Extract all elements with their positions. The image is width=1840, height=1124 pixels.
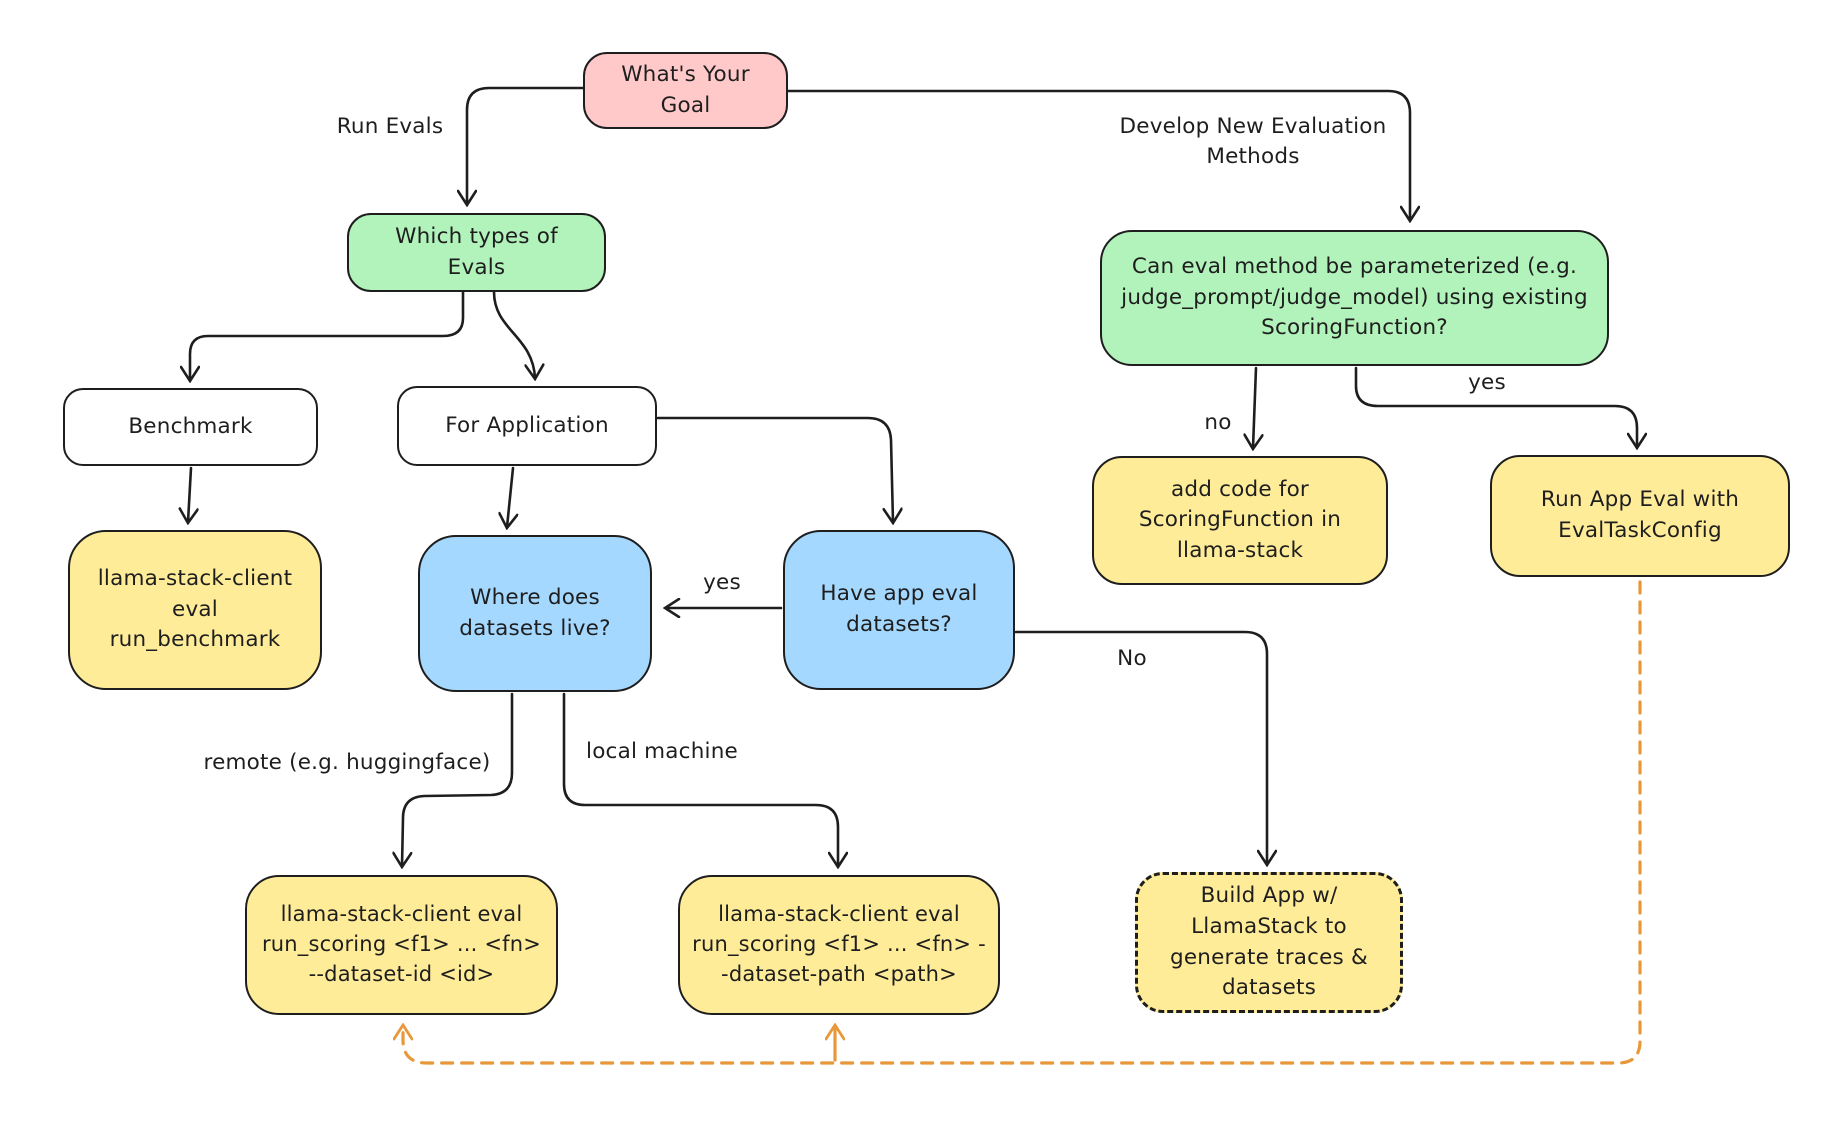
- node-run-scoring-dataset-id-command: [245, 875, 558, 1015]
- node-which-types-of-evals-label: Which types of Evals: [395, 223, 558, 280]
- node-build-app-with-llamastack-label: Build App w/ LlamaStack to generate traces & datasets: [1170, 883, 1368, 1001]
- edge-for-application-to-have-datasets: [658, 418, 893, 522]
- node-for-application: [397, 386, 657, 466]
- edge-for-application-to-where-datasets: [507, 468, 513, 527]
- node-build-app-with-llamastack: [1135, 872, 1403, 1013]
- edge-benchmark-to-run-benchmark: [188, 468, 191, 522]
- node-run-app-eval-with-evaltaskconfig: [1490, 455, 1790, 577]
- node-where-does-datasets-live-label: Where does datasets live?: [459, 584, 611, 641]
- node-add-code-for-scoringfunction-label: add code for ScoringFunction in llama-stack: [1138, 476, 1342, 563]
- node-where-does-datasets-live: [418, 535, 652, 692]
- edge-label-remote-huggingface: remote (e.g. huggingface): [203, 750, 491, 775]
- node-run-benchmark-command: [68, 530, 322, 690]
- node-whats-your-goal-label: What's Your Goal: [621, 61, 750, 118]
- node-for-application-label: For Application: [445, 412, 609, 438]
- edge-goal-to-which-types: [467, 88, 583, 204]
- node-have-app-eval-datasets: [783, 530, 1015, 690]
- node-run-scoring-dataset-path-command: [678, 875, 1000, 1015]
- node-whats-your-goal: [583, 52, 788, 129]
- edge-where-to-run-scoring-id-remote: [402, 694, 512, 866]
- node-which-types-of-evals: [347, 213, 606, 292]
- node-run-benchmark-command-label: llama-stack-client eval run_benchmark: [97, 566, 293, 653]
- edge-label-local-machine: local machine: [586, 739, 738, 764]
- node-benchmark-label: Benchmark: [128, 413, 253, 439]
- node-add-code-for-scoringfunction: [1092, 456, 1388, 585]
- edge-which-to-benchmark: [190, 292, 463, 380]
- node-can-eval-method-be-parameterized-label: Can eval method be parameterized (e.g. judge_prompt/judge_model) using existing ScoringFunction?: [1121, 254, 1588, 341]
- edge-label-run-evals: Run Evals: [336, 114, 444, 139]
- node-run-scoring-dataset-path-command-label: llama-stack-client eval run_scoring <f1> ... <fn> --dataset-path <path>: [692, 902, 986, 986]
- edge-label-yes-can-parameterize: yes: [1468, 370, 1506, 395]
- edge-where-to-run-scoring-path-local: [564, 694, 838, 866]
- node-run-scoring-dataset-id-command-label: llama-stack-client eval run_scoring <f1> ... <fn> --dataset-id <id>: [261, 902, 542, 986]
- edge-label-no-can-parameterize: no: [1204, 410, 1232, 435]
- edge-label-no-have-datasets: No: [1117, 646, 1147, 671]
- edge-label-yes-have-to-where: yes: [703, 570, 741, 595]
- node-can-eval-method-be-parameterized: [1100, 230, 1609, 366]
- node-benchmark: [63, 388, 318, 466]
- node-have-app-eval-datasets-label: Have app eval datasets?: [820, 581, 978, 637]
- edge-which-to-for-application: [494, 292, 535, 378]
- edge-label-develop-new-evaluation-methods: Develop New Evaluation Methods: [1119, 114, 1387, 170]
- node-run-app-eval-with-evaltaskconfig-label: Run App Eval with EvalTaskConfig: [1540, 487, 1740, 543]
